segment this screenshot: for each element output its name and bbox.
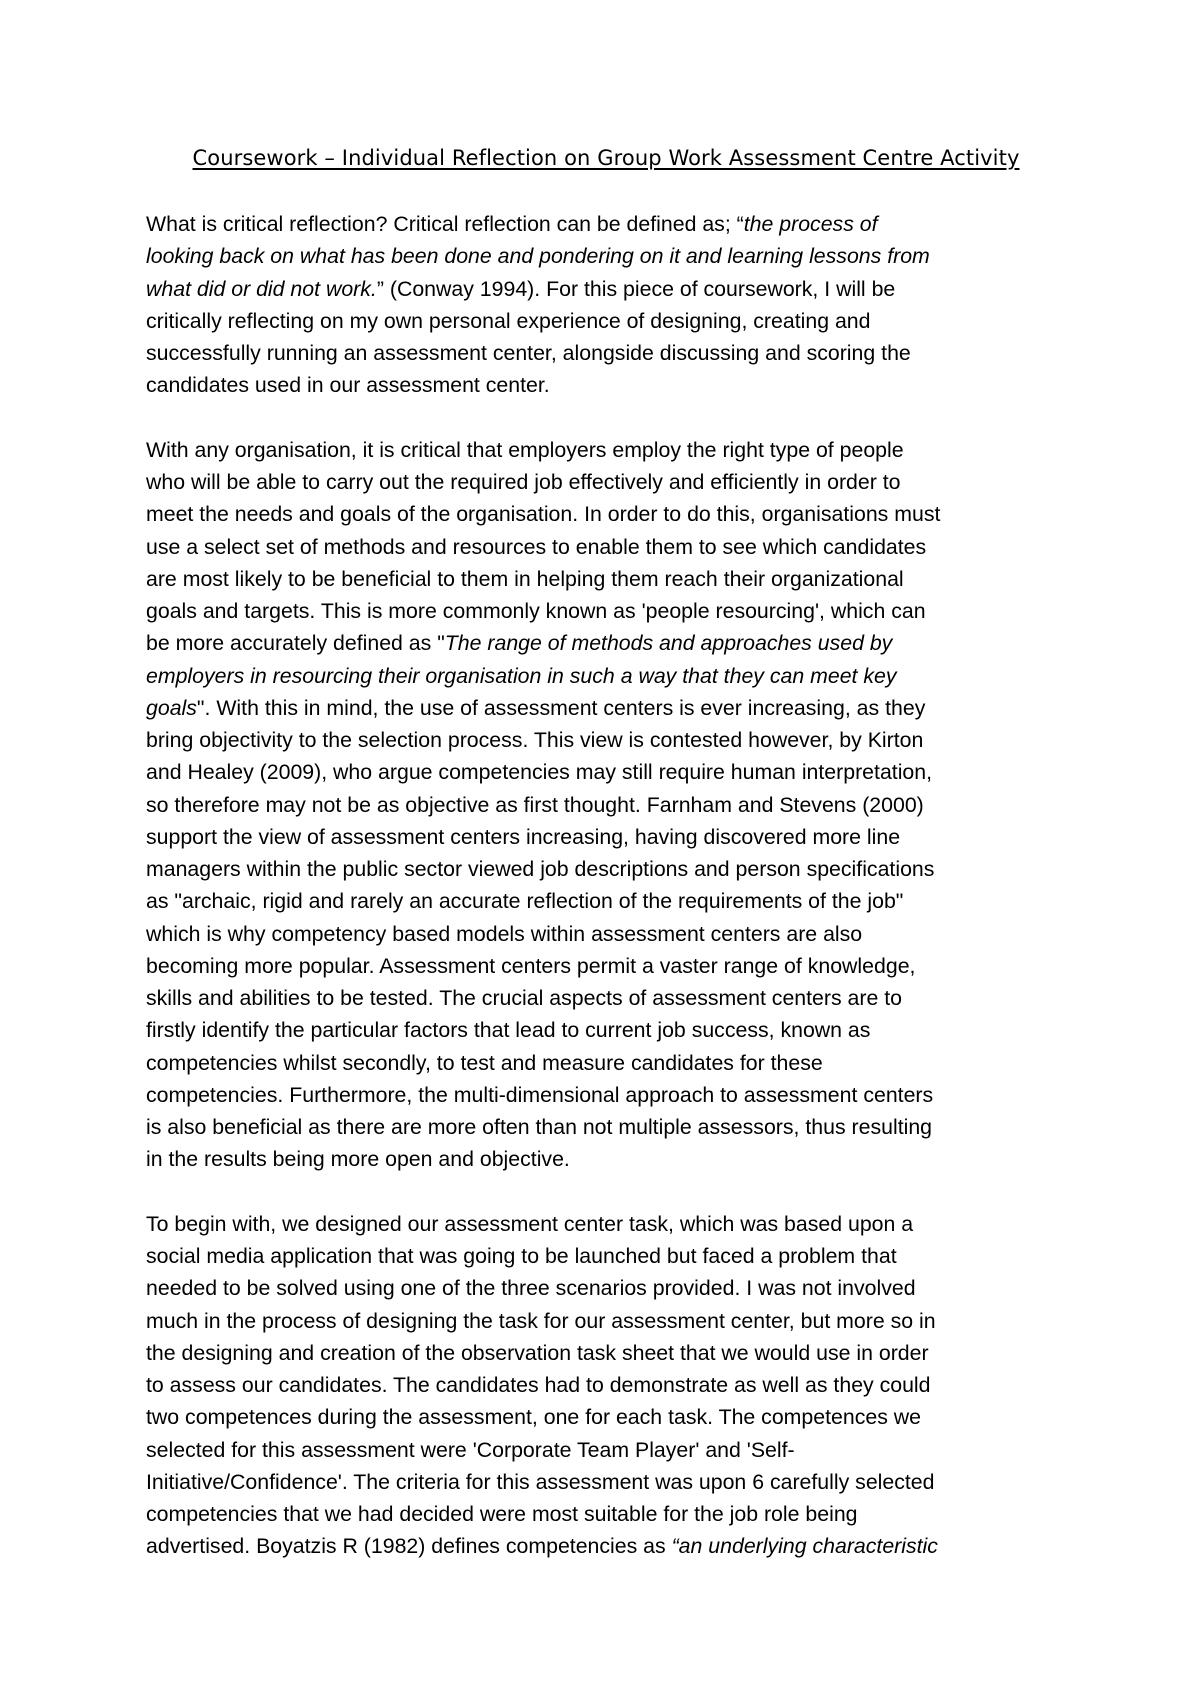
text-run: much in the process of designing the task for our assessment center, but more so in xyxy=(146,1308,936,1333)
text-run: ". With this in mind, the use of assessment centers is ever increasing, as they xyxy=(196,695,926,720)
text-line xyxy=(146,595,1066,627)
paragraph-3 xyxy=(146,1208,1066,1563)
text-line xyxy=(146,692,1066,724)
text-run: With any organisation, it is critical that employers employ the right type of people xyxy=(146,437,904,462)
text-line xyxy=(146,240,1066,272)
text-run: which is why competency based models within assessment centers are also xyxy=(146,921,863,946)
text-line xyxy=(146,789,1066,821)
italic-text: employers in resourcing their organisation in such a way that they can meet key xyxy=(146,663,897,688)
text-line xyxy=(146,1047,1066,1079)
text-line xyxy=(146,1530,1066,1562)
text-line xyxy=(146,885,1066,917)
text-run: managers within the public sector viewed job descriptions and person specifications xyxy=(146,857,935,881)
text-line xyxy=(146,1401,1066,1433)
text-line xyxy=(146,853,1066,885)
text-run: support the view of assessment centers increasing, having discovered more line xyxy=(146,824,901,849)
text-line xyxy=(146,531,1066,563)
text-line xyxy=(146,627,1066,659)
text-run: and Healey (2009), who argue competencies may still require human interpretation, xyxy=(146,760,933,785)
text-line xyxy=(146,1111,1066,1143)
text-run: selected for this assessment were 'Corporate Team Player' and 'Self- xyxy=(146,1437,795,1462)
text-line xyxy=(146,724,1066,756)
document-title: Coursework – Individual Reflection on Group Work Assessment Centre Activity xyxy=(192,146,1020,170)
text-line xyxy=(146,756,1066,788)
text-run: To begin with, we designed our assessment center task, which was based upon a xyxy=(146,1211,914,1236)
text-line xyxy=(146,950,1066,982)
text-run: the designing and creation of the observation task sheet that we would use in order xyxy=(146,1340,929,1365)
text-line xyxy=(146,982,1066,1014)
text-line xyxy=(146,1208,1066,1240)
text-run: What is critical reflection? Critical reflection can be defined as; “ xyxy=(146,212,744,236)
text-line xyxy=(146,466,1066,498)
text-line xyxy=(146,1240,1066,1272)
text-line xyxy=(146,821,1066,853)
text-run: bring objectivity to the selection process. This view is contested however, by Kirton xyxy=(146,728,924,752)
text-line xyxy=(146,1014,1066,1046)
text-run: are most likely to be beneficial to them in helping them reach their organizational xyxy=(146,566,904,591)
text-line xyxy=(146,1434,1066,1466)
text-run: two competences during the assessment, one for each task. The competences we xyxy=(146,1405,921,1430)
text-run: competencies. Furthermore, the multi-dimensional approach to assessment centers xyxy=(146,1082,934,1107)
text-line xyxy=(146,1079,1066,1111)
text-run: successfully running an assessment center, alongside discussing and scoring the xyxy=(146,341,911,365)
text-run: goals and targets. This is more commonly known as 'people resourcing', which can xyxy=(146,599,926,623)
text-run: ” (Conway 1994). For this piece of coursework, I will be xyxy=(376,276,896,301)
italic-text: “an underlying characteristic xyxy=(671,1534,938,1559)
text-run: as "archaic, rigid and rarely an accurate reflection of the requirements of the job" xyxy=(146,889,904,914)
text-run: critically reflecting on my own personal experience of designing, creating and xyxy=(146,308,871,333)
document-body xyxy=(146,208,1066,1563)
text-run: in the results being more open and objective. xyxy=(146,1147,570,1172)
text-run: needed to be solved using one of the three scenarios provided. I was not involved xyxy=(146,1276,916,1301)
text-line xyxy=(146,1305,1066,1337)
text-run: advertised. Boyatzis R (1982) defines competencies as xyxy=(146,1534,672,1559)
text-line xyxy=(146,369,1066,401)
text-run: skills and abilities to be tested. The crucial aspects of assessment centers are to xyxy=(146,986,903,1010)
text-run: so therefore may not be as objective as first thought. Farnham and Stevens (2000) xyxy=(146,792,924,817)
text-line xyxy=(146,273,1066,305)
italic-text: goals xyxy=(146,695,197,720)
text-run: is also beneficial as there are more often than not multiple assessors, thus resulting xyxy=(146,1115,933,1139)
paragraph-2 xyxy=(146,434,1066,1176)
italic-text: looking back on what has been done and pondering on it and learning lessons from xyxy=(146,244,930,269)
italic-text: the process of xyxy=(743,212,878,236)
italic-text: what did or did not work. xyxy=(146,276,377,301)
text-line xyxy=(146,1337,1066,1369)
text-line xyxy=(146,337,1066,369)
paragraph-1 xyxy=(146,208,1066,402)
text-line xyxy=(146,660,1066,692)
text-run: Initiative/Confidence'. The criteria for this assessment was upon 6 carefully selected xyxy=(146,1469,935,1494)
text-run: competencies whilst secondly, to test and measure candidates for these xyxy=(146,1050,823,1075)
text-line xyxy=(146,498,1066,530)
text-run: social media application that was going to be launched but faced a problem that xyxy=(146,1244,897,1268)
text-line xyxy=(146,305,1066,337)
text-line xyxy=(146,1143,1066,1175)
text-run: firstly identify the particular factors that lead to current job success, known as xyxy=(146,1018,871,1043)
text-line xyxy=(146,1498,1066,1530)
text-line xyxy=(146,563,1066,595)
text-line xyxy=(146,918,1066,950)
text-line xyxy=(146,434,1066,466)
text-line xyxy=(146,1369,1066,1401)
text-run: who will be able to carry out the required job effectively and efficiently in order to xyxy=(146,470,901,494)
text-run: becoming more popular. Assessment centers permit a vaster range of knowledge, xyxy=(146,953,916,978)
text-line xyxy=(146,1466,1066,1498)
text-run: be more accurately defined as " xyxy=(146,631,445,656)
text-run: to assess our candidates. The candidates had to demonstrate as well as they could xyxy=(146,1373,931,1397)
text-run: candidates used in our assessment center. xyxy=(146,373,550,398)
text-run: use a select set of methods and resources to enable them to see which candidates xyxy=(146,534,927,559)
italic-text: The range of methods and approaches used by xyxy=(444,631,893,656)
text-run: competencies that we had decided were most suitable for the job role being xyxy=(146,1502,858,1526)
text-run: meet the needs and goals of the organisation. In order to do this, organisations must xyxy=(146,502,941,527)
text-line xyxy=(146,208,1066,240)
text-line xyxy=(146,1272,1066,1304)
